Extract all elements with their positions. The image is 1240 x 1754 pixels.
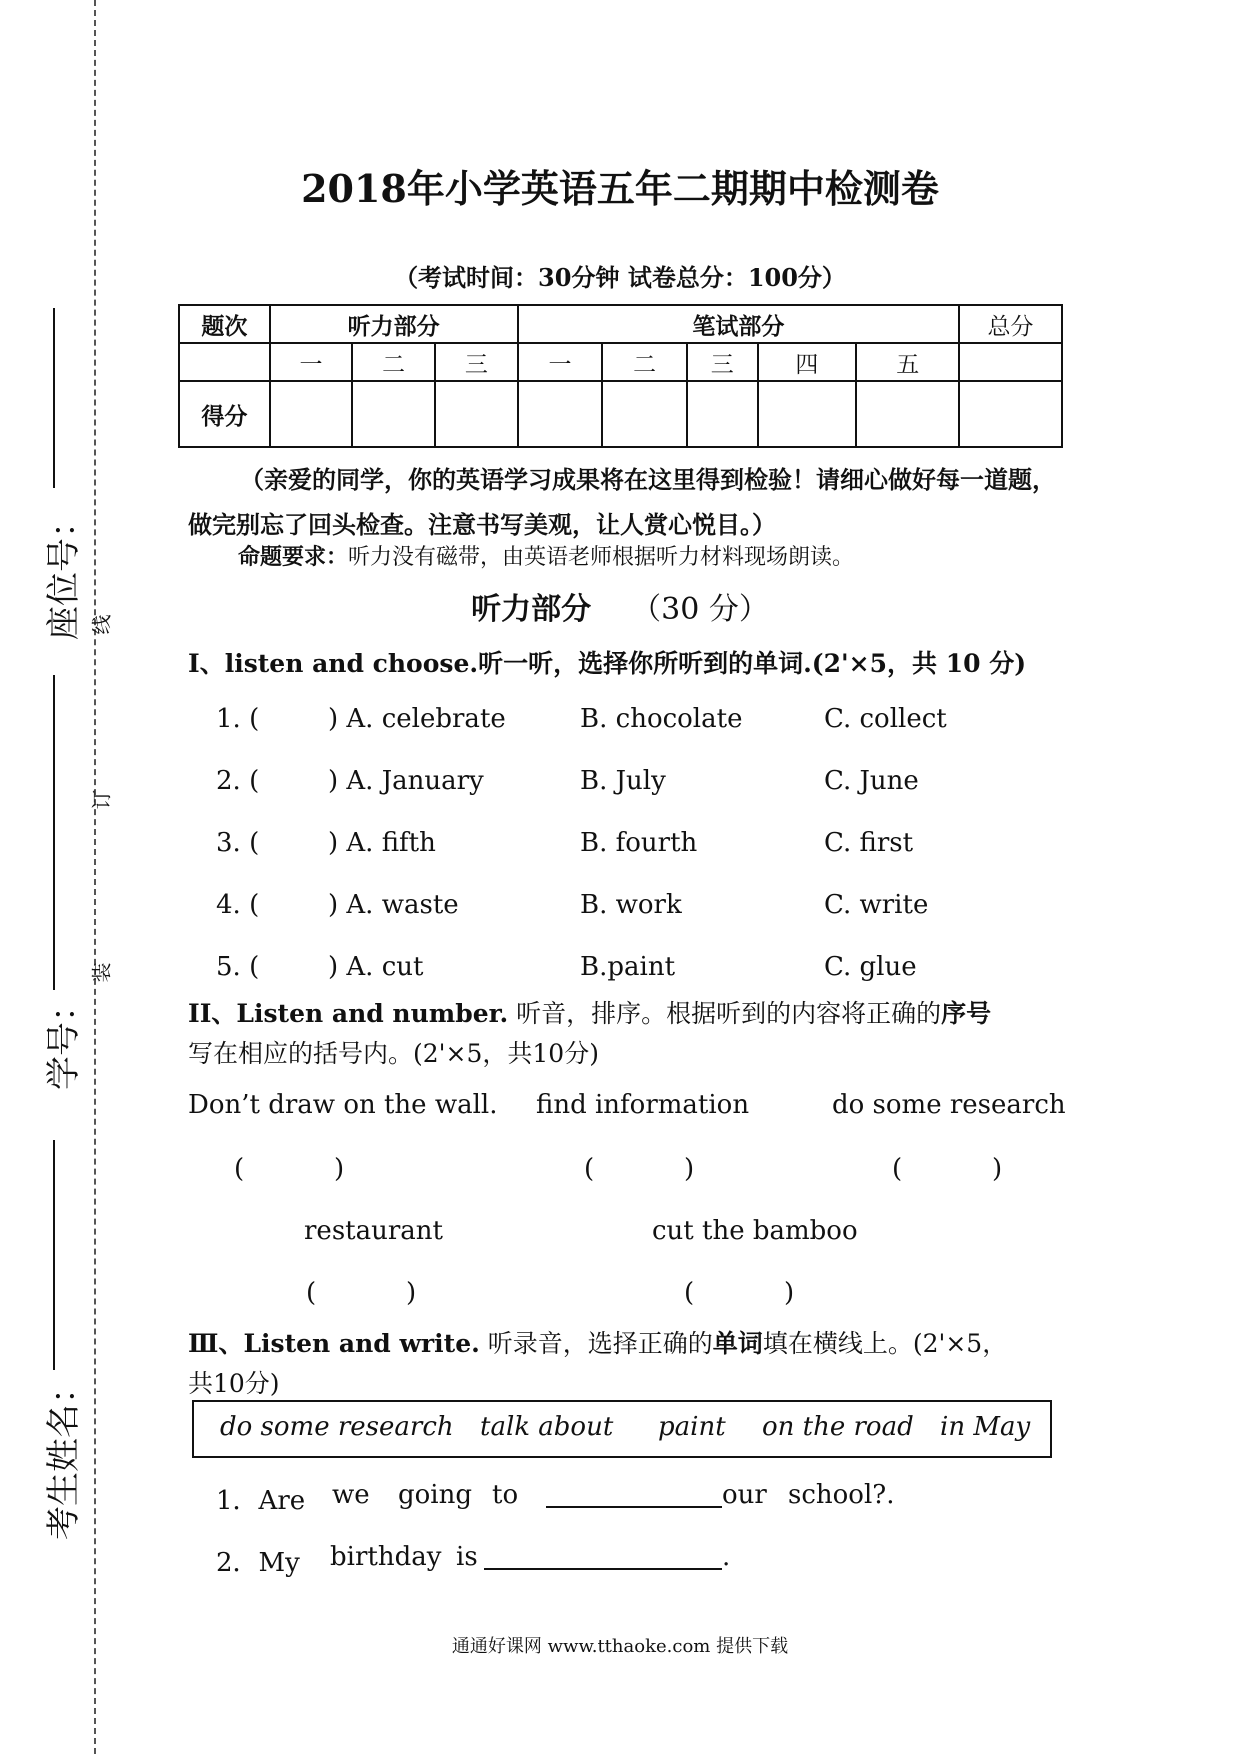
subheader-cell: 三	[435, 343, 518, 381]
subheader-cell	[179, 343, 270, 381]
option-b: B. July	[580, 766, 666, 796]
score-cell[interactable]	[959, 381, 1062, 447]
part3-title-bold: Ⅲ、Listen and write.	[188, 1329, 480, 1358]
question-number: 4. (	[216, 890, 260, 920]
requirement-text: 听力没有磁带，由英语老师根据听力材料现场朗读。	[348, 545, 855, 570]
binding-mark-zhuang: 装	[89, 962, 114, 983]
part2-title	[188, 994, 991, 1030]
student-number-line	[53, 675, 55, 990]
answer-blank[interactable]	[546, 1480, 722, 1515]
part1-question	[216, 704, 1116, 738]
part3-title-rest2: 填在横线上。(2'×5，	[762, 1329, 1008, 1358]
word-option: talk about	[480, 1412, 614, 1442]
exam-title: 2018年小学英语五年二期期中检测卷	[301, 166, 939, 211]
option-a: ) A. cut	[328, 952, 424, 982]
part3-question-1	[216, 1480, 1116, 1514]
subheader-cell	[959, 343, 1062, 381]
word-bank	[192, 1400, 1052, 1458]
question-number: 2. (	[216, 766, 260, 796]
question-number: 5. (	[216, 952, 260, 982]
section-header	[0, 584, 1240, 628]
paren-open: (	[684, 1278, 695, 1308]
word-option: paint	[658, 1412, 726, 1442]
section-name: 听力部分	[471, 592, 592, 627]
score-cell[interactable]	[435, 381, 518, 447]
option-c: C. write	[824, 890, 929, 920]
number-item: do some research	[832, 1090, 1066, 1120]
question-word: we	[332, 1480, 370, 1510]
part3-title-line2: 共10分)	[188, 1369, 280, 1398]
subheader-cell: 二	[352, 343, 435, 381]
paren-close: )	[334, 1154, 345, 1184]
option-a: ) A. fifth	[328, 828, 436, 858]
section-points: （30 分）	[631, 592, 769, 627]
question-word: going	[398, 1480, 473, 1510]
part3-title-rest: 听录音，选择正确的	[479, 1329, 713, 1358]
paren-close: )	[406, 1278, 417, 1308]
seat-number-label: 座位号：	[44, 504, 84, 640]
option-c: C. June	[824, 766, 919, 796]
score-cell[interactable]	[687, 381, 758, 447]
option-b: B. chocolate	[580, 704, 743, 734]
number-item: restaurant	[304, 1216, 443, 1246]
student-name-label: 考生姓名：	[44, 1370, 84, 1540]
score-cell[interactable]	[758, 381, 857, 447]
score-cell[interactable]	[602, 381, 687, 447]
paren-open: (	[234, 1154, 245, 1184]
score-cell[interactable]	[856, 381, 959, 447]
student-name-line	[53, 1140, 55, 1370]
option-a: ) A. celebrate	[328, 704, 506, 734]
option-b: B. fourth	[580, 828, 698, 858]
score-table	[178, 304, 1063, 448]
footer-credit: 通通好课网 www.tthaoke.com 提供下载	[451, 1636, 789, 1657]
part1-question	[216, 890, 1116, 924]
part2-title-rest: 听音，排序。根据听到的内容将正确的	[508, 999, 942, 1028]
option-b: B.paint	[580, 952, 676, 982]
subheader-cell: 一	[518, 343, 603, 381]
part2-title-line2: 写在相应的括号内。(2'×5，共10分)	[188, 1039, 599, 1068]
exam-info: （考试时间：30分钟 试卷总分：100分）	[394, 263, 846, 292]
seat-number-line	[53, 308, 55, 488]
part2-brackets-row1	[188, 1154, 1088, 1188]
part1-question	[216, 766, 1116, 800]
question-word: 2．My	[216, 1548, 300, 1578]
score-cell[interactable]	[352, 381, 435, 447]
student-number-label: 学号：	[44, 988, 84, 1090]
paren-close: )	[992, 1154, 1003, 1184]
part3-question-2	[216, 1542, 1116, 1576]
part2-title-bold2: 序号	[941, 999, 992, 1028]
option-a: ) A. waste	[328, 890, 459, 920]
header-listening: 听力部分	[270, 305, 518, 343]
option-c: C. first	[824, 828, 914, 858]
paren-close: )	[784, 1278, 795, 1308]
intro-line-1: （亲爱的同学，你的英语学习成果将在这里得到检验！请细心做好每一道题，	[240, 465, 1056, 494]
question-number: 3. (	[216, 828, 260, 858]
part2-title-bold: II、Listen and number.	[188, 999, 509, 1028]
paren-open: (	[306, 1278, 317, 1308]
part3-title-bold2: 单词	[712, 1329, 763, 1358]
subheader-cell: 五	[856, 343, 959, 381]
header-total: 总分	[959, 305, 1062, 343]
question-word: 1．Are	[216, 1486, 306, 1516]
number-item: cut the bamboo	[652, 1216, 858, 1246]
binding-mark-xian: 线	[89, 614, 114, 635]
intro-requirement	[238, 540, 854, 571]
paren-open: (	[892, 1154, 903, 1184]
part3-title	[188, 1324, 1007, 1360]
question-word: .	[722, 1542, 731, 1572]
part2-items-row2	[188, 1216, 1088, 1250]
part1-question	[216, 828, 1116, 862]
option-c: C. glue	[824, 952, 917, 982]
word-option: in May	[940, 1412, 1031, 1442]
score-row-label: 得分	[179, 381, 270, 447]
question-word: school?.	[788, 1480, 895, 1510]
score-cell[interactable]	[270, 381, 353, 447]
score-cell[interactable]	[518, 381, 603, 447]
question-number: 1. (	[216, 704, 260, 734]
word-option: do some research	[220, 1412, 454, 1442]
binding-mark-ding: 订	[89, 789, 114, 810]
question-word: our	[722, 1480, 767, 1510]
intro-line-2: 做完别忘了回头检查。注意书写美观，让人赏心悦目。）	[188, 510, 776, 539]
option-b: B. work	[580, 890, 682, 920]
header-question-number: 题次	[179, 305, 270, 343]
answer-blank[interactable]	[484, 1542, 722, 1577]
subheader-cell: 四	[758, 343, 857, 381]
paren-close: )	[684, 1154, 695, 1184]
option-a: ) A. January	[328, 766, 484, 796]
part1-question	[216, 952, 1116, 986]
subheader-cell: 二	[602, 343, 687, 381]
number-item: Don’t draw on the wall.	[188, 1090, 498, 1120]
number-item: find information	[536, 1090, 750, 1120]
option-c: C. collect	[824, 704, 947, 734]
part1-title-rest: 听一听，选择你所听到的单词.(2'×5，共 10 分)	[478, 649, 1027, 678]
header-writing: 笔试部分	[518, 305, 959, 343]
paren-open: (	[584, 1154, 595, 1184]
part2-brackets-row2	[188, 1278, 1088, 1312]
question-word: to	[492, 1480, 519, 1510]
question-word: birthday	[330, 1542, 442, 1572]
part2-items-row1	[188, 1090, 1088, 1124]
requirement-label: 命题要求：	[238, 544, 349, 570]
part1-title-bold: I、listen and choose.	[188, 649, 479, 678]
subheader-cell: 三	[687, 343, 758, 381]
part1-title	[188, 644, 1026, 680]
word-option: on the road	[762, 1412, 914, 1442]
subheader-cell: 一	[270, 343, 353, 381]
question-word: is	[456, 1542, 478, 1572]
